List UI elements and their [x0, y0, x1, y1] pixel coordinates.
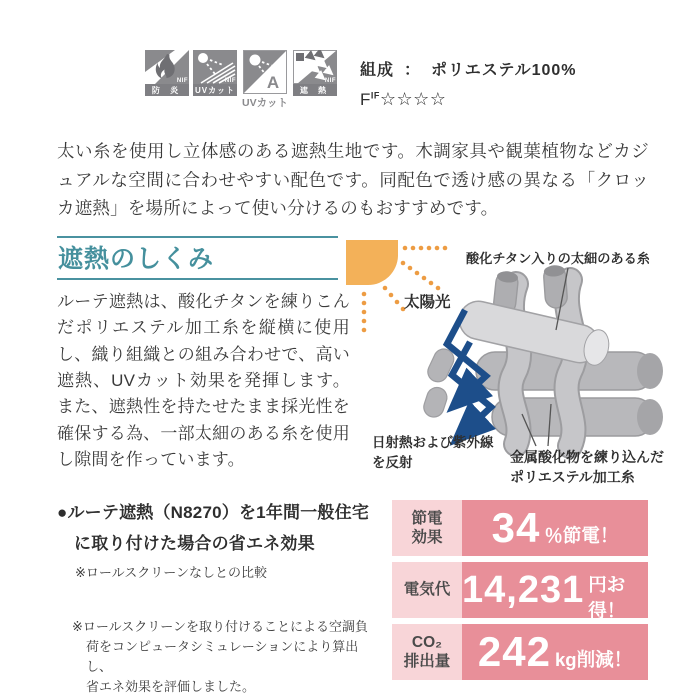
- uv-cut-fabric-label: UVカット: [194, 85, 236, 95]
- composition-colon: ：: [404, 62, 422, 79]
- method-note: ※ロールスクリーンを取り付けることによる空調負 荷をコンピュータシミュレーションにより算出し、 省エネ効果を評価しました。: [72, 619, 368, 695]
- nif-mark: NIF: [224, 78, 236, 84]
- energy-bullet-line1: ●ルーテ遮熱（N8270）を1年間一般住宅: [57, 503, 370, 522]
- energy-saving-description: [57, 498, 392, 581]
- compare-note: ※ロールスクリーンなしとの比較: [75, 565, 267, 580]
- uv-cut-a-icon-wrap: [241, 50, 289, 110]
- svg-text:A: A: [266, 73, 280, 92]
- row-value: 242 kg削減！: [462, 624, 648, 680]
- flame-retardant-icon: [145, 50, 189, 96]
- section-heading-mechanism: 遮熱のしくみ: [57, 236, 338, 280]
- certification-icons-row: [145, 50, 337, 110]
- sunlight-label: 太陽光: [404, 294, 451, 311]
- vertical-weave-band-2: [567, 280, 576, 446]
- intro-paragraph: 太い糸を使用し立体感のある遮熱生地です。木調家具や観葉植物などカジュアルな空間に合わせやすい配色です。同配色で透け感の異なる「クロッカ遮熱」を場所によって使い分けるのもおすすめです。: [57, 141, 649, 219]
- table-row-co2-reduction: [392, 624, 648, 680]
- energy-bullet-line2: に取り付けた場合の省エネ効果: [74, 534, 315, 553]
- composition-value: ポリエステル100%: [431, 62, 577, 79]
- titanium-thread-label: 酸化チタン入りの太細のある糸: [466, 251, 650, 266]
- composition-block: [360, 57, 577, 110]
- flame-retardant-label: 防 炎: [145, 84, 189, 96]
- table-row-electricity-cost: [392, 562, 648, 621]
- polyester-thread-label: 金属酸化物を練り込んだ ポリエステル加工糸: [510, 449, 664, 485]
- uv-cut-a-label: UVカット: [242, 97, 288, 109]
- sun-icon: [346, 240, 398, 285]
- mechanism-body-text: ルーテ遮熱は、酸化チタンを練りこんだポリエステル加工糸を縦横に使用し、織り組織との組み合わせで、高い遮熱、UVカット効果を発揮します。また、遮熱性を持たせたまま採光性を確保する為、一部太細のある糸を使用し隙間を作っています。: [57, 292, 350, 470]
- row-label: 節電 効果: [392, 500, 462, 556]
- table-row-power-saving: [392, 500, 648, 556]
- row-label: CO₂ 排出量: [392, 624, 462, 680]
- nif-mark: NIF: [324, 78, 336, 84]
- heat-shield-diagram: [340, 232, 692, 494]
- energy-saving-table: [392, 500, 648, 680]
- row-value: 34 ％節電！: [462, 500, 648, 556]
- uv-cut-a-icon: [243, 50, 287, 94]
- heat-shield-label: 遮 熱: [293, 84, 337, 96]
- uv-cut-fabric-icon: [193, 50, 237, 96]
- rating-stars: ☆☆☆☆: [379, 89, 447, 109]
- thread-stub-left-2: [421, 385, 449, 420]
- reflection-label: 日射熱および紫外線 を反射: [372, 435, 494, 470]
- composition-label: 組成: [360, 62, 395, 79]
- nif-mark: NIF: [176, 78, 188, 84]
- row-label: 電気代: [392, 562, 462, 618]
- heat-shield-icon: [293, 50, 337, 96]
- formaldehyde-rating: $F^{IF}☆☆☆☆$: [360, 89, 447, 109]
- row-value: 14,231 円お得！: [462, 562, 648, 618]
